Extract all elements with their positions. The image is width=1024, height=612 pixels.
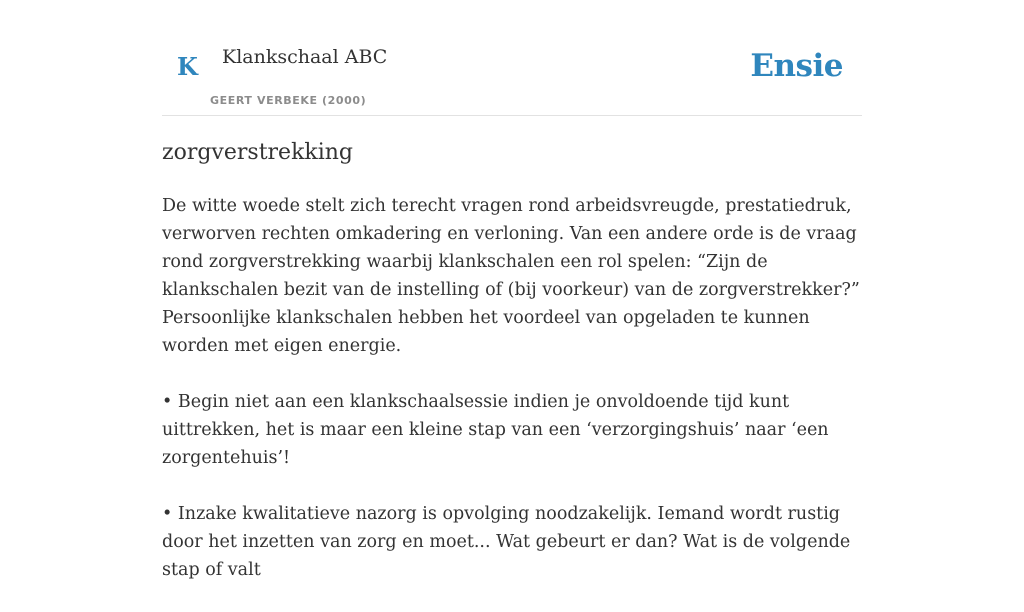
entry-body [162,192,862,612]
entry-title: zorgverstrekking [162,140,354,165]
book-logo[interactable]: K [177,52,198,81]
paragraph: • Inzake kwalitatieve nazorg is opvolging noodzakelijk. Iemand wordt rustig door het inzetten van zorg en moet... Wat gebeurt er dan? Wat is de volgende stap of valt [162,504,851,580]
entry-card [162,0,862,580]
book-title[interactable]: Klankschaal ABC [222,46,388,68]
book-author: GEERT VERBEKE (2000) [210,94,367,107]
paragraph: • Begin niet aan een klankschaalsessie indien je onvoldoende tijd kunt uittrekken, het is maar een kleine stap van een ‘verzorgingshuis’ naar ‘een zorgentehuis’! [162,392,829,468]
header [162,0,862,116]
paragraph: De witte woede stelt zich terecht vragen rond arbeidsvreugde, prestatiedruk, verworven rechten omkadering en verloning. Van een andere orde is de vraag rond zorgverstrekking waarbij klankschalen een rol spelen: “Zijn de klankschalen bezit van de instelling of (bij voorkeur) van de zorgverstrekker?” Persoonlijke klankschalen hebben het voordeel van opgeladen te kunnen worden met eigen energie. [162,196,860,356]
brand-logo[interactable]: Ensie [750,48,843,84]
